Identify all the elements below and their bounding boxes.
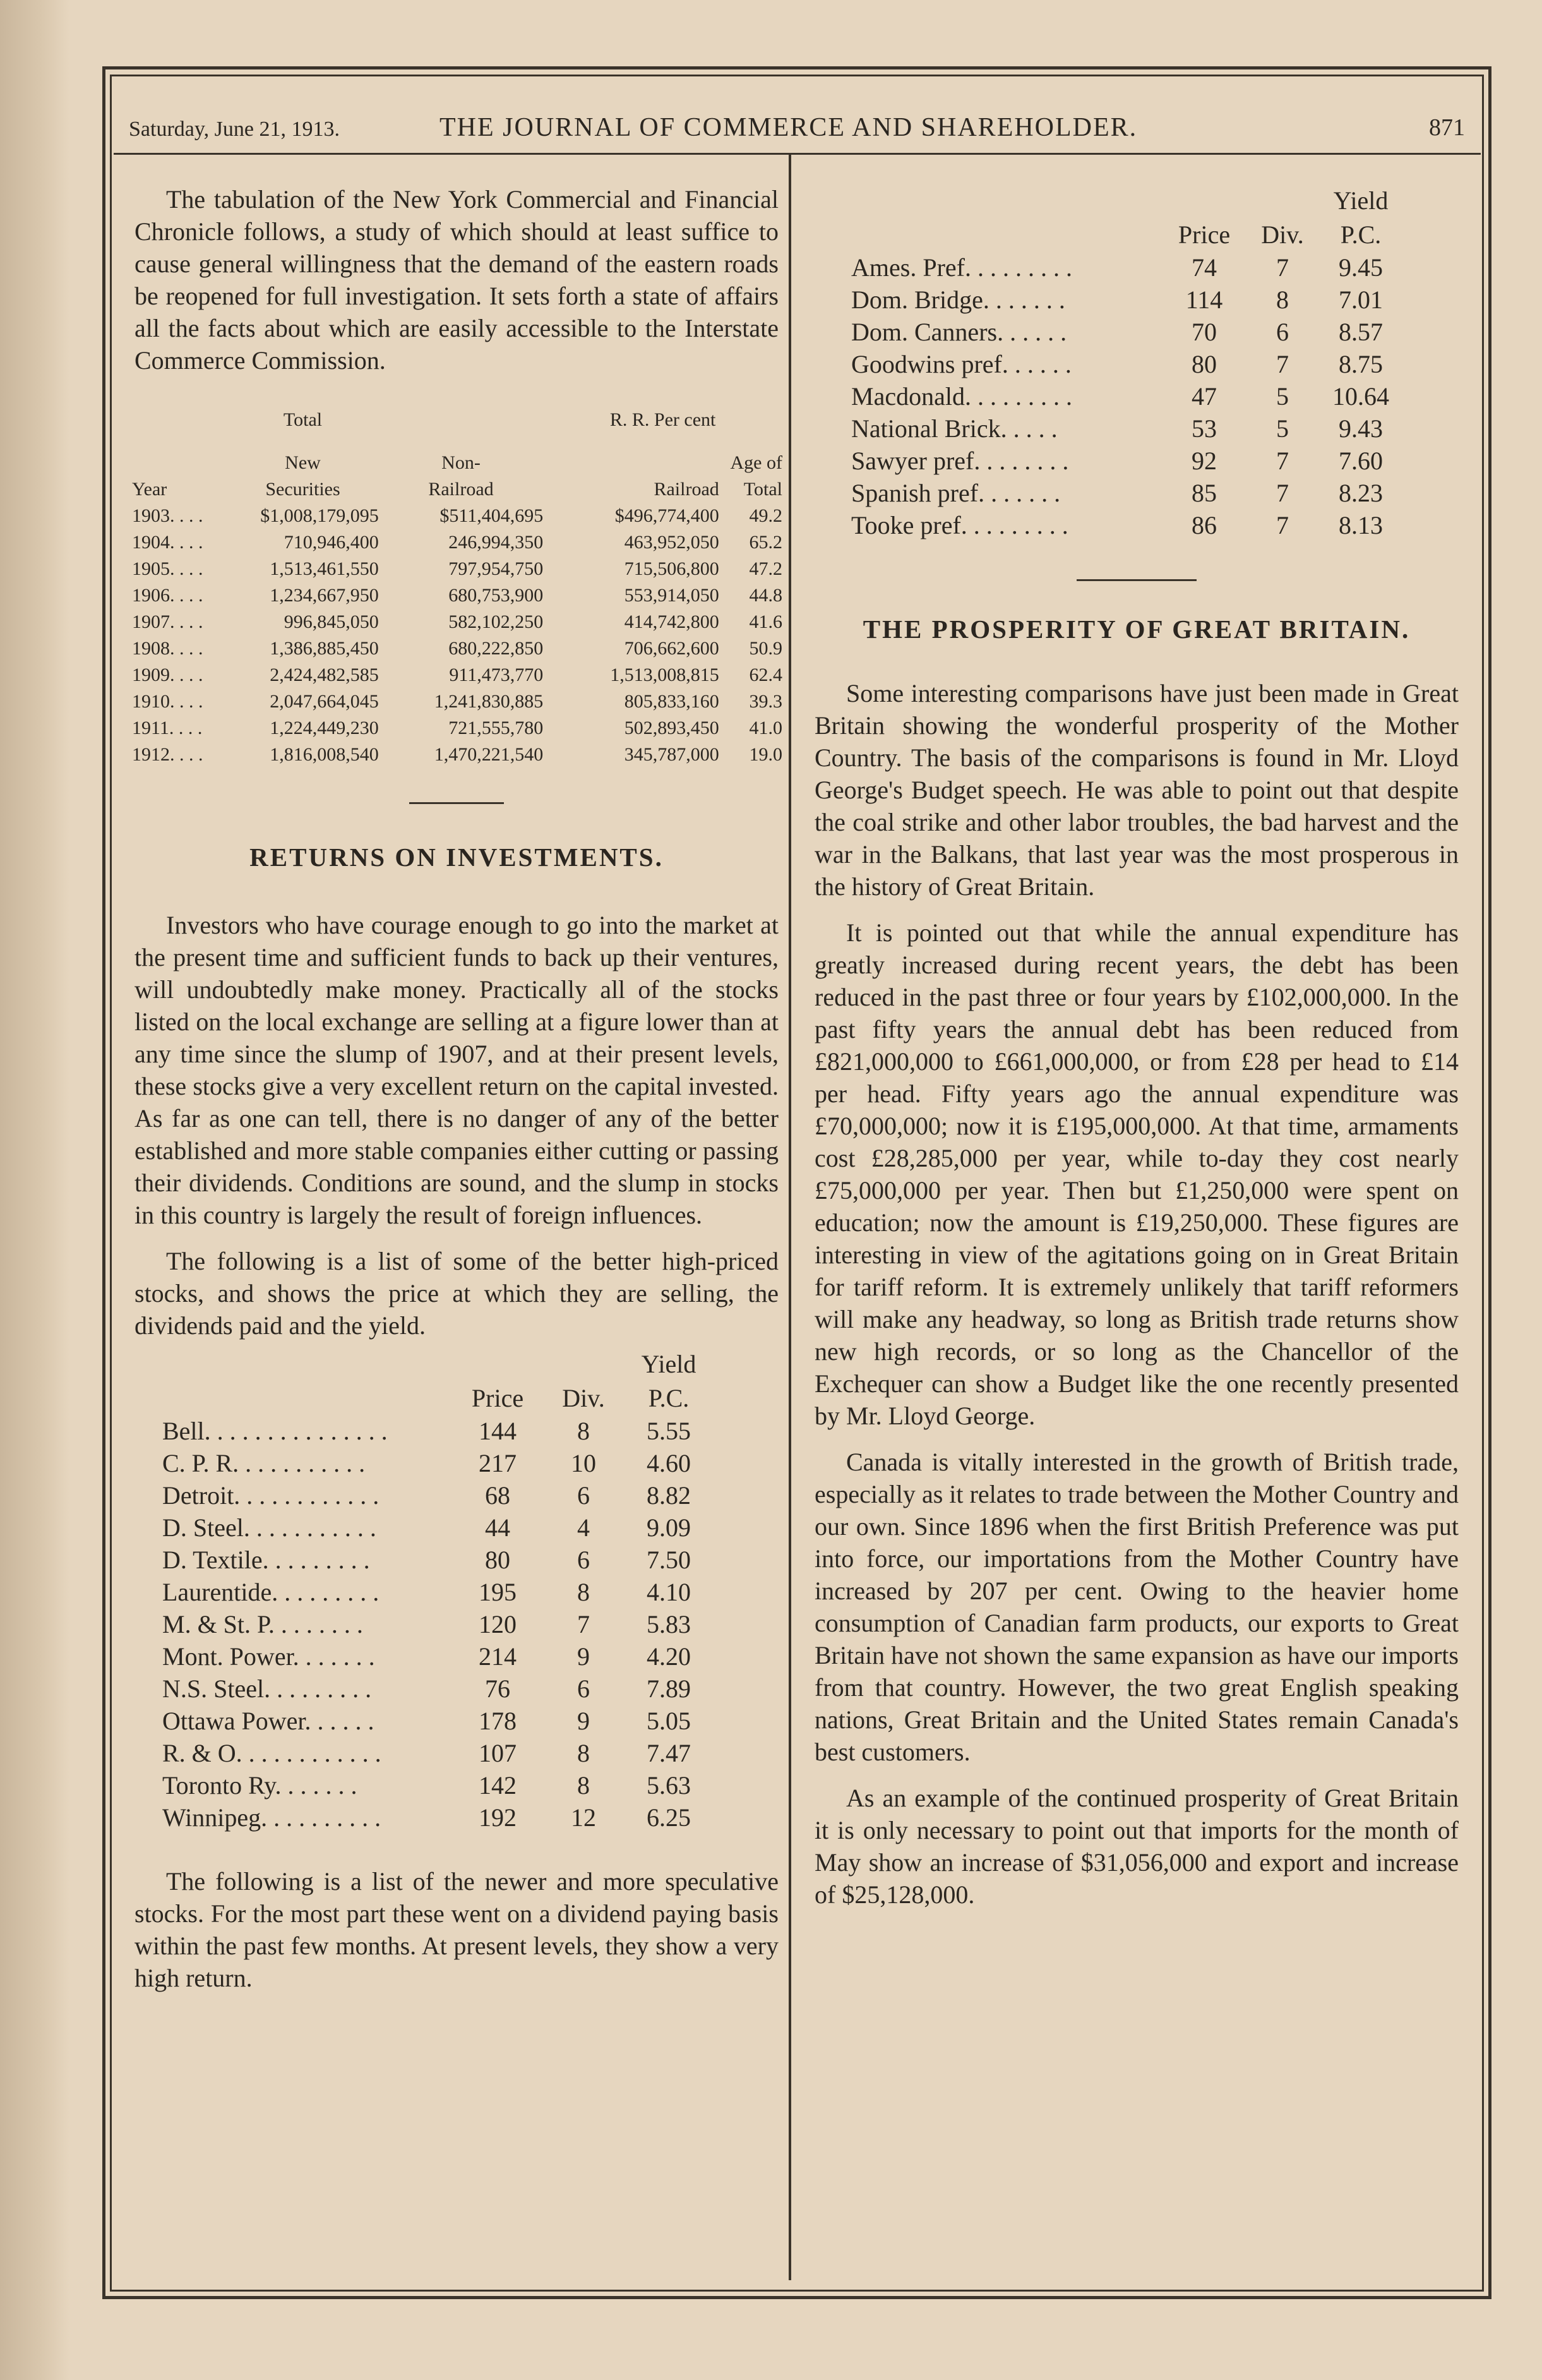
stock-row-div: 9 [577,1642,590,1671]
rr-table-row-railroad: 553,914,050 [624,585,719,606]
stock-row-div: 7 [577,1610,590,1638]
rr-table-row-year: 1905. . . . [132,558,203,579]
rr-table-row-pct: 39.3 [749,691,782,712]
rr-table-row-pct: 65.2 [749,532,782,553]
rr-table-row-non_railroad: 721,555,780 [448,718,544,738]
spec-stock-row-div: 7 [1276,350,1289,378]
stock-row-name: Laurentide. . . . . . . . . [162,1578,380,1606]
stock-row [162,1479,707,1512]
rr-table-row [132,503,782,529]
stock-row [162,1608,707,1640]
stock-row-yield: 9.09 [647,1513,691,1542]
rr-table-row-pct: 47.2 [749,558,782,579]
stock-row [162,1737,707,1769]
rr-table-row-non_railroad: 1,241,830,885 [434,691,544,712]
rr-table-row-non_railroad: 246,994,350 [448,532,544,553]
rr-table-row [132,635,782,662]
header-rule [114,153,1481,155]
rr-table-row-year: 1906. . . . [132,585,203,606]
stock-row-div: 8 [577,1417,590,1445]
spec-stock-row-name: Macdonald. . . . . . . . . [851,382,1072,411]
rr-table-row-year: 1912. . . . [132,744,203,765]
speculative-stocks-table [851,183,1398,541]
spec-stock-row [851,477,1398,509]
header-date: Saturday, June 21, 1913. [129,117,340,141]
rr-table-row [132,529,782,556]
rr-table-row [132,715,782,742]
rr-table-row-non_railroad: 680,222,850 [448,638,544,659]
col-non-label: Non- [441,452,481,473]
stock-row-yield: 4.60 [647,1449,691,1477]
stock-row-price: 178 [479,1707,517,1735]
stock-row-div: 8 [577,1771,590,1800]
stock-row [162,1512,707,1544]
table-header-row-2 [132,476,782,503]
spec-stock-row-price: 74 [1192,253,1217,282]
page-number: 871 [1429,114,1465,141]
stock-row-price: 142 [479,1771,517,1800]
stock-row-price: 144 [479,1417,517,1445]
stock-row-name: D. Textile. . . . . . . . . [162,1546,370,1574]
rr-table-row-year: 1910. . . . [132,691,203,712]
rr-table-row-securities: 1,513,461,550 [270,558,379,579]
rr-table-row [132,742,782,768]
spec-stock-row [851,348,1398,380]
rr-table-row [132,688,782,715]
rr-table-row-non_railroad: $511,404,695 [439,505,544,526]
spec-stock-row-div: 7 [1276,511,1289,539]
col-new-label: New [285,452,321,473]
returns-paragraph-2: The following is a list of some of the better high-priced stocks, and shows the price at which they are selling, the dividends paid and the yield. [134,1247,779,1340]
spec-stock-row [851,380,1398,412]
rr-table-row-pct: 50.9 [749,638,782,659]
stock-row-price: 120 [479,1610,517,1638]
spec-stock-row-price: 92 [1192,447,1217,475]
rr-table-row-pct: 19.0 [749,744,782,765]
rr-table-row [132,609,782,635]
col-non-railroad-label: Railroad [428,479,494,500]
group-rr-label: R. R. Per cent [609,409,716,430]
stock-row-name: R. & O. . . . . . . . . . . . [162,1739,381,1767]
stock-row [162,1640,707,1673]
prosperity-paragraph-2: It is pointed out that while the annual expenditure has greatly increased during recent years, the debt has been reduced in the past three or four years by £102,000,000. In the past fifty years the annual debt has been reduced from £821,000,000 to £661,000,000, or from £28 per head to £14 per head. Fifty years ago the annual expenditure was £70,000,000; now it is £195,000,000. At that time, armaments cost £28,285,000 per year, while to-day they cost nearly £75,000,000 per year. Then but £1,250,000 were spent on education; now the amount is £19,250,000. These figures are interesting in view of the agitations going on in Great Britain for tariff reform. It is extremely unlikely that tariff reformers will make any headway, so long as British trade returns show new high records, or so long as the Chancellor of the Exchequer can show a Budget like the one recently presented by Mr. Lloyd George. [815,918,1459,1430]
spec-stock-row-price: 70 [1192,318,1217,346]
railroad-securities-table [132,407,782,768]
spec-stock-row [851,509,1398,541]
rr-table-row-railroad: $496,774,400 [614,505,719,526]
stock-row-name: Winnipeg. . . . . . . . . . [162,1803,381,1832]
table-group-header-row [132,407,782,433]
rr-table-row-securities: 1,224,449,230 [270,718,379,738]
rr-table-row-securities: 1,816,008,540 [270,744,379,765]
stock-row-div: 8 [577,1739,590,1767]
rr-table-row-railroad: 345,787,000 [624,744,719,765]
stock-row [162,1673,707,1705]
rr-table-row-securities: 1,386,885,450 [270,638,379,659]
stocks-header-row-2 [162,1381,707,1415]
high-priced-stocks-table [162,1347,707,1834]
col-railroad-label: Railroad [654,479,719,500]
col-total-label: Total [743,479,782,500]
spec-stock-row-name: Tooke pref. . . . . . . . . [851,511,1068,539]
rr-table-row-year: 1911. . . . [132,718,203,738]
spec-stock-row-div: 8 [1276,285,1289,314]
col-securities-label: Securities [265,479,340,500]
spec-col-yield-label: Yield [1333,186,1389,215]
rr-table-row-year: 1903. . . . [132,505,203,526]
stock-row-yield: 5.83 [647,1610,691,1638]
stock-row-div: 6 [577,1481,590,1510]
rr-table-row-year: 1908. . . . [132,638,203,659]
page-gutter-shadow [0,0,69,2380]
intro-paragraph: The tabulation of the New York Commercial and Financial Chronicle follows, a study of which should at least suffice to cause general willingness that the demand of the eastern roads be reopened for full investigation. It sets forth a state of affairs all the facts about which are easily accessible to the Interstate Commerce Commission. [134,185,779,375]
rr-table-row-year: 1904. . . . [132,532,203,553]
stock-row-price: 44 [485,1513,510,1542]
spec-col-price-label: Price [1178,220,1231,249]
spec-stock-row-yield: 8.13 [1339,511,1383,539]
stock-row-yield: 5.63 [647,1771,691,1800]
spec-header-row-2 [851,217,1398,251]
spec-stock-row-div: 6 [1276,318,1289,346]
stock-row-price: 192 [479,1803,517,1832]
stock-row-price: 214 [479,1642,517,1671]
stock-row-name: Detroit. . . . . . . . . . . . [162,1481,380,1510]
rr-table-row-pct: 62.4 [749,664,782,685]
stock-row-price: 68 [485,1481,510,1510]
stock-row [162,1705,707,1737]
rr-table-row-railroad: 706,662,600 [624,638,719,659]
rr-table-row-non_railroad: 797,954,750 [448,558,544,579]
spec-stock-row-price: 114 [1185,285,1223,314]
spec-stock-row-div: 5 [1276,382,1289,411]
returns-paragraph-1: Investors who have courage enough to go into the market at the present time and sufficient funds to back up their ventures, will undoubtedly make money. Practically all of the stocks listed on the local exchange are selling at a figure lower than at any time since the slump of 1907, and at their present levels, these stocks give a very excellent return on the capital invested. As far as one can tell, there is no danger of any of the better established and more stable companies either cutting or passing their dividends. Conditions are sound, and the slump in stocks in this country is largely the result of foreign influences. [134,911,779,1229]
rr-table-row [132,556,782,582]
prosperity-paragraph-1: Some interesting comparisons have just been made in Great Britain showing the wonderful prosperity of the Mother Country. The basis of the comparisons is found in Mr. Lloyd George's Budget speech. He was able to point out that despite the coal strike and other labor troubles, the bad harvest and the war in the Balkans, that last year was the most prosperous in the history of Great Britain. [815,679,1459,901]
spec-stock-row-name: Spanish pref. . . . . . . [851,479,1061,507]
spec-stock-row-price: 47 [1192,382,1217,411]
table-header-row-1 [132,450,782,476]
stock-row-div: 10 [571,1449,596,1477]
left-column [132,183,782,2008]
spec-stock-row-yield: 7.60 [1339,447,1383,475]
stock-row-yield: 7.47 [647,1739,691,1767]
rr-table-row-year: 1909. . . . [132,664,203,685]
stock-row-yield: 6.25 [647,1803,691,1832]
stock-row [162,1801,707,1834]
stock-row-name: M. & St. P. . . . . . . . [162,1610,363,1638]
spec-col-div-label: Div. [1261,220,1304,249]
rr-table-row-securities: $1,008,179,095 [260,505,379,526]
spec-stock-row-name: Goodwins pref. . . . . . [851,350,1072,378]
stock-row-price: 217 [479,1449,517,1477]
stock-row-div: 4 [577,1513,590,1542]
rr-table-row-securities: 2,424,482,585 [270,664,379,685]
stock-row-yield: 5.55 [647,1417,691,1445]
spec-stock-row-div: 7 [1276,479,1289,507]
spec-stock-row [851,284,1398,316]
stock-row [162,1447,707,1479]
stock-row-yield: 8.82 [647,1481,691,1510]
spec-stock-row-price: 86 [1192,511,1217,539]
stock-row-name: Toronto Ry. . . . . . . [162,1771,357,1800]
stock-row-price: 195 [479,1578,517,1606]
col-price-label: Price [471,1383,524,1412]
rr-table-row-pct: 49.2 [749,505,782,526]
col-div-label: Div. [562,1383,605,1412]
col-yield-label: Yield [641,1349,696,1378]
stock-row-yield: 4.10 [647,1578,691,1606]
rr-table-row-railroad: 463,952,050 [624,532,719,553]
spec-stock-row [851,412,1398,445]
spec-stock-row [851,251,1398,284]
rr-table-row-pct: 41.0 [749,718,782,738]
spec-stock-row-div: 7 [1276,253,1289,282]
returns-paragraph-3: The following is a list of the newer and more speculative stocks. For the most part these went on a dividend paying basis within the past few months. At present levels, they show a very high return. [134,1867,779,1992]
rr-table-row-securities: 996,845,050 [284,611,379,632]
stock-row-div: 6 [577,1546,590,1574]
stock-row [162,1769,707,1801]
rr-table-row-railroad: 414,742,800 [624,611,719,632]
spec-stock-row-name: Dom. Bridge. . . . . . . [851,285,1065,314]
stock-row-name: Ottawa Power. . . . . . [162,1707,374,1735]
page-header [126,106,1471,157]
spec-stock-row-name: National Brick. . . . . [851,414,1058,443]
stock-row [162,1544,707,1576]
prosperity-heading: THE PROSPERITY OF GREAT BRITAIN. [863,615,1411,644]
stock-row-name: D. Steel. . . . . . . . . . . [162,1513,376,1542]
stock-row-div: 9 [577,1707,590,1735]
rr-table-row-pct: 41.6 [749,611,782,632]
group-total-label: Total [283,409,323,430]
rr-table-row [132,662,782,688]
right-column [815,183,1459,1925]
spec-stock-row-div: 7 [1276,447,1289,475]
stock-row-price: 107 [479,1739,517,1767]
rr-table-row-non_railroad: 911,473,770 [449,664,544,685]
returns-heading: RETURNS ON INVESTMENTS. [249,843,664,872]
spec-stock-row-yield: 9.43 [1339,414,1383,443]
spec-stock-row-name: Dom. Canners. . . . . . [851,318,1067,346]
rr-table-row-railroad: 805,833,160 [624,691,719,712]
rr-table-row-railroad: 715,506,800 [624,558,719,579]
spec-header-row-1 [851,183,1398,217]
rr-table-row-railroad: 1,513,008,815 [610,664,719,685]
stocks-header-row-1 [162,1347,707,1381]
stock-row-name: N.S. Steel. . . . . . . . . [162,1674,372,1703]
stock-row-price: 76 [485,1674,510,1703]
spec-stock-row-yield: 9.45 [1339,253,1383,282]
stock-row-name: Bell. . . . . . . . . . . . . . . [162,1417,388,1445]
spec-stock-row-price: 53 [1192,414,1217,443]
spec-stock-row-yield: 8.23 [1339,479,1383,507]
stock-row-price: 80 [485,1546,510,1574]
rr-table-row-securities: 1,234,667,950 [270,585,379,606]
spec-stock-row-name: Ames. Pref. . . . . . . . . [851,253,1072,282]
rr-table-row-pct: 44.8 [749,585,782,606]
spec-stock-row-price: 85 [1192,479,1217,507]
col-year-label: Year [132,479,167,500]
spec-stock-row-yield: 10.64 [1332,382,1389,411]
stock-row [162,1415,707,1447]
stock-row-div: 12 [571,1803,596,1832]
stock-row-yield: 7.50 [647,1546,691,1574]
rr-table-row-non_railroad: 582,102,250 [448,611,544,632]
stock-row-div: 8 [577,1578,590,1606]
journal-title: THE JOURNAL OF COMMERCE AND SHAREHOLDER. [439,113,1138,142]
spec-stock-row-div: 5 [1276,414,1289,443]
rr-table-row-non_railroad: 1,470,221,540 [434,744,544,765]
prosperity-paragraph-3: Canada is vitally interested in the growth of British trade, especially as it relates to trade between the Mother Country and our own. Since 1896 when the first British Preference was put into force, our importations from the Mother Country have increased by 207 per cent. Owing to the heavier home consumption of Canadian farm products, our exports to Great Britain have not shown the same expansion as have our imports from that country. However, the two great English speaking nations, Great Britain and the United States remain Canada's best customers. [815,1448,1459,1766]
spec-stock-row [851,316,1398,348]
spec-col-pc-label: P.C. [1340,220,1382,249]
stock-row [162,1576,707,1608]
spec-stock-row-yield: 8.75 [1339,350,1383,378]
stock-row-name: Mont. Power. . . . . . . [162,1642,375,1671]
rr-table-row [132,582,782,609]
rr-table-row-securities: 710,946,400 [284,532,379,553]
spec-stock-row-yield: 7.01 [1339,285,1383,314]
col-pc-label: P.C. [648,1383,690,1412]
rr-table-row-railroad: 502,893,450 [624,718,719,738]
prosperity-paragraph-4: As an example of the continued prosperity of Great Britain it is only necessary to point out that imports for the month of May show an increase of $31,056,000 and export and increase of $25,128,000. [815,1784,1459,1909]
stock-row-div: 6 [577,1674,590,1703]
stock-row-yield: 7.89 [647,1674,691,1703]
spec-stock-row-name: Sawyer pref. . . . . . . . [851,447,1069,475]
spec-stock-row-yield: 8.57 [1339,318,1383,346]
spec-stock-row [851,445,1398,477]
stock-row-name: C. P. R. . . . . . . . . . . [162,1449,366,1477]
rr-table-row-year: 1907. . . . [132,611,203,632]
column-divider [789,155,791,2280]
rr-table-row-non_railroad: 680,753,900 [448,585,544,606]
col-age-label: Age of [730,452,782,473]
rr-table-row-securities: 2,047,664,045 [270,691,379,712]
spec-stock-row-price: 80 [1192,350,1217,378]
stock-row-yield: 4.20 [647,1642,691,1671]
stock-row-yield: 5.05 [647,1707,691,1735]
